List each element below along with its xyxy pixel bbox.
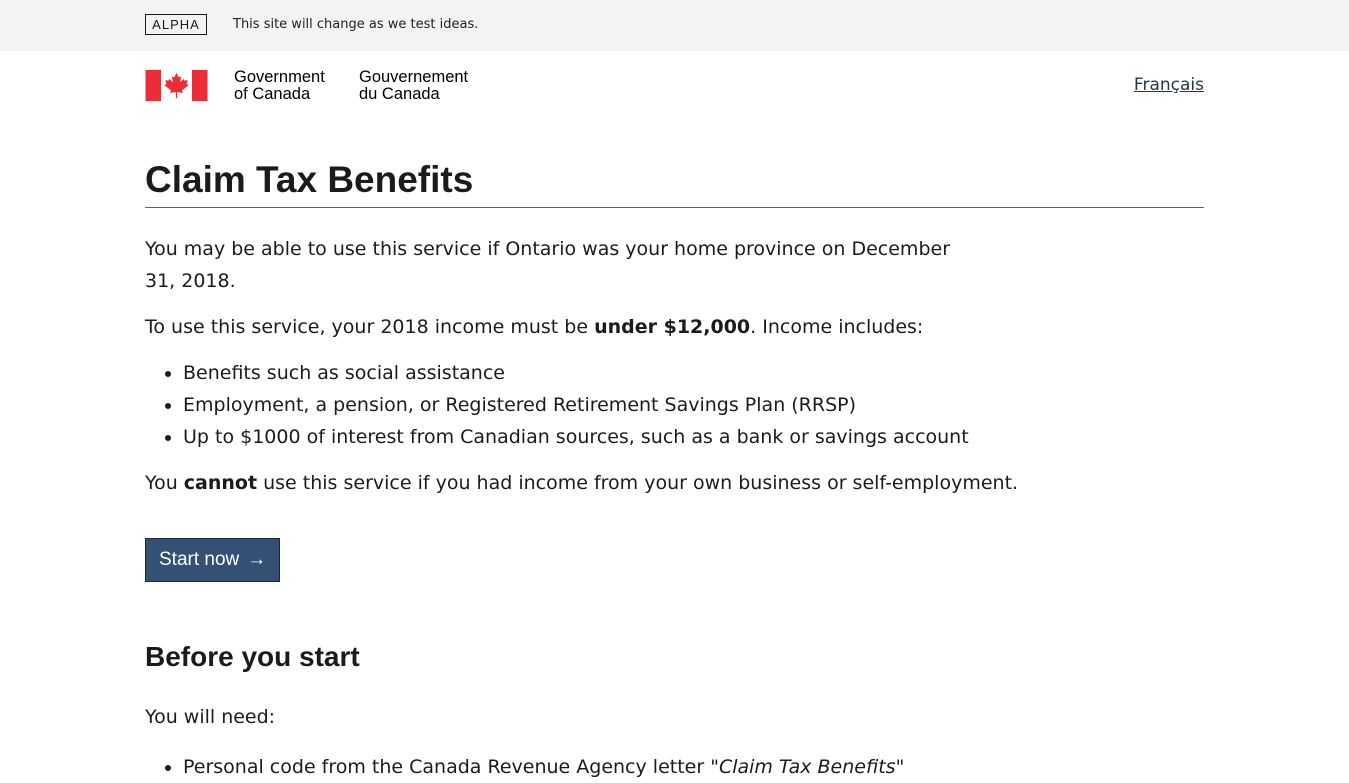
signature-fr-line2: du Canada: [359, 85, 440, 103]
signature-en-line2: of Canada: [234, 85, 311, 103]
language-toggle-link[interactable]: Français: [1133, 75, 1204, 95]
start-button-label: Start now: [159, 549, 240, 570]
cannot-paragraph: [145, 467, 1204, 499]
start-now-button[interactable]: [145, 538, 280, 582]
before-you-start-heading: Before you start: [145, 641, 360, 672]
signature-en-line1: Government: [234, 68, 325, 86]
list-item: • Benefits such as social assistance: [183, 357, 1204, 389]
phase-tag: ALPHA: [145, 14, 207, 35]
main-content: [145, 121, 1204, 783]
intro-paragraph: You may be able to use this service if Ontario was your home province on December 31, 2018.: [145, 238, 951, 292]
cannot-text-prefix: You: [145, 472, 184, 494]
income-list: [145, 357, 1204, 453]
list-item: [183, 751, 1204, 783]
cannot-text-suffix: use this service if you had income from your own business or self-employment.: [257, 472, 1019, 494]
signature-fr-line1: Gouvernement: [359, 68, 469, 86]
arrow-right-icon: →: [247, 549, 267, 570]
phase-banner-text: This site will change as we test ideas.: [233, 17, 479, 32]
need-item-prefix: Personal code from the Canada Revenue Agency letter: [183, 756, 711, 778]
site-header: [0, 51, 1349, 121]
cannot-emphasis: cannot: [183, 472, 258, 494]
need-paragraph: You will need:: [145, 706, 276, 728]
income-text-suffix: . Income includes:: [750, 316, 924, 338]
income-limit: under $12,000: [594, 316, 751, 338]
income-paragraph: [145, 311, 1204, 343]
phase-banner: [0, 0, 1349, 51]
list-item: • Employment, a pension, or Registered Retirement Savings Plan (RRSP): [183, 389, 1204, 421]
signature-english: [234, 69, 325, 103]
page-title: Claim Tax Benefits: [145, 121, 1204, 208]
list-item: • Up to $1000 of interest from Canadian sources, such as a bank or savings account: [183, 421, 1204, 453]
income-text-prefix: To use this service, your 2018 income must be: [145, 316, 595, 338]
canada-flag-icon: [145, 70, 208, 101]
need-item-emphasis: "Claim Tax Benefits": [710, 756, 905, 778]
signature-french: [359, 69, 468, 103]
need-list: [145, 751, 1204, 783]
